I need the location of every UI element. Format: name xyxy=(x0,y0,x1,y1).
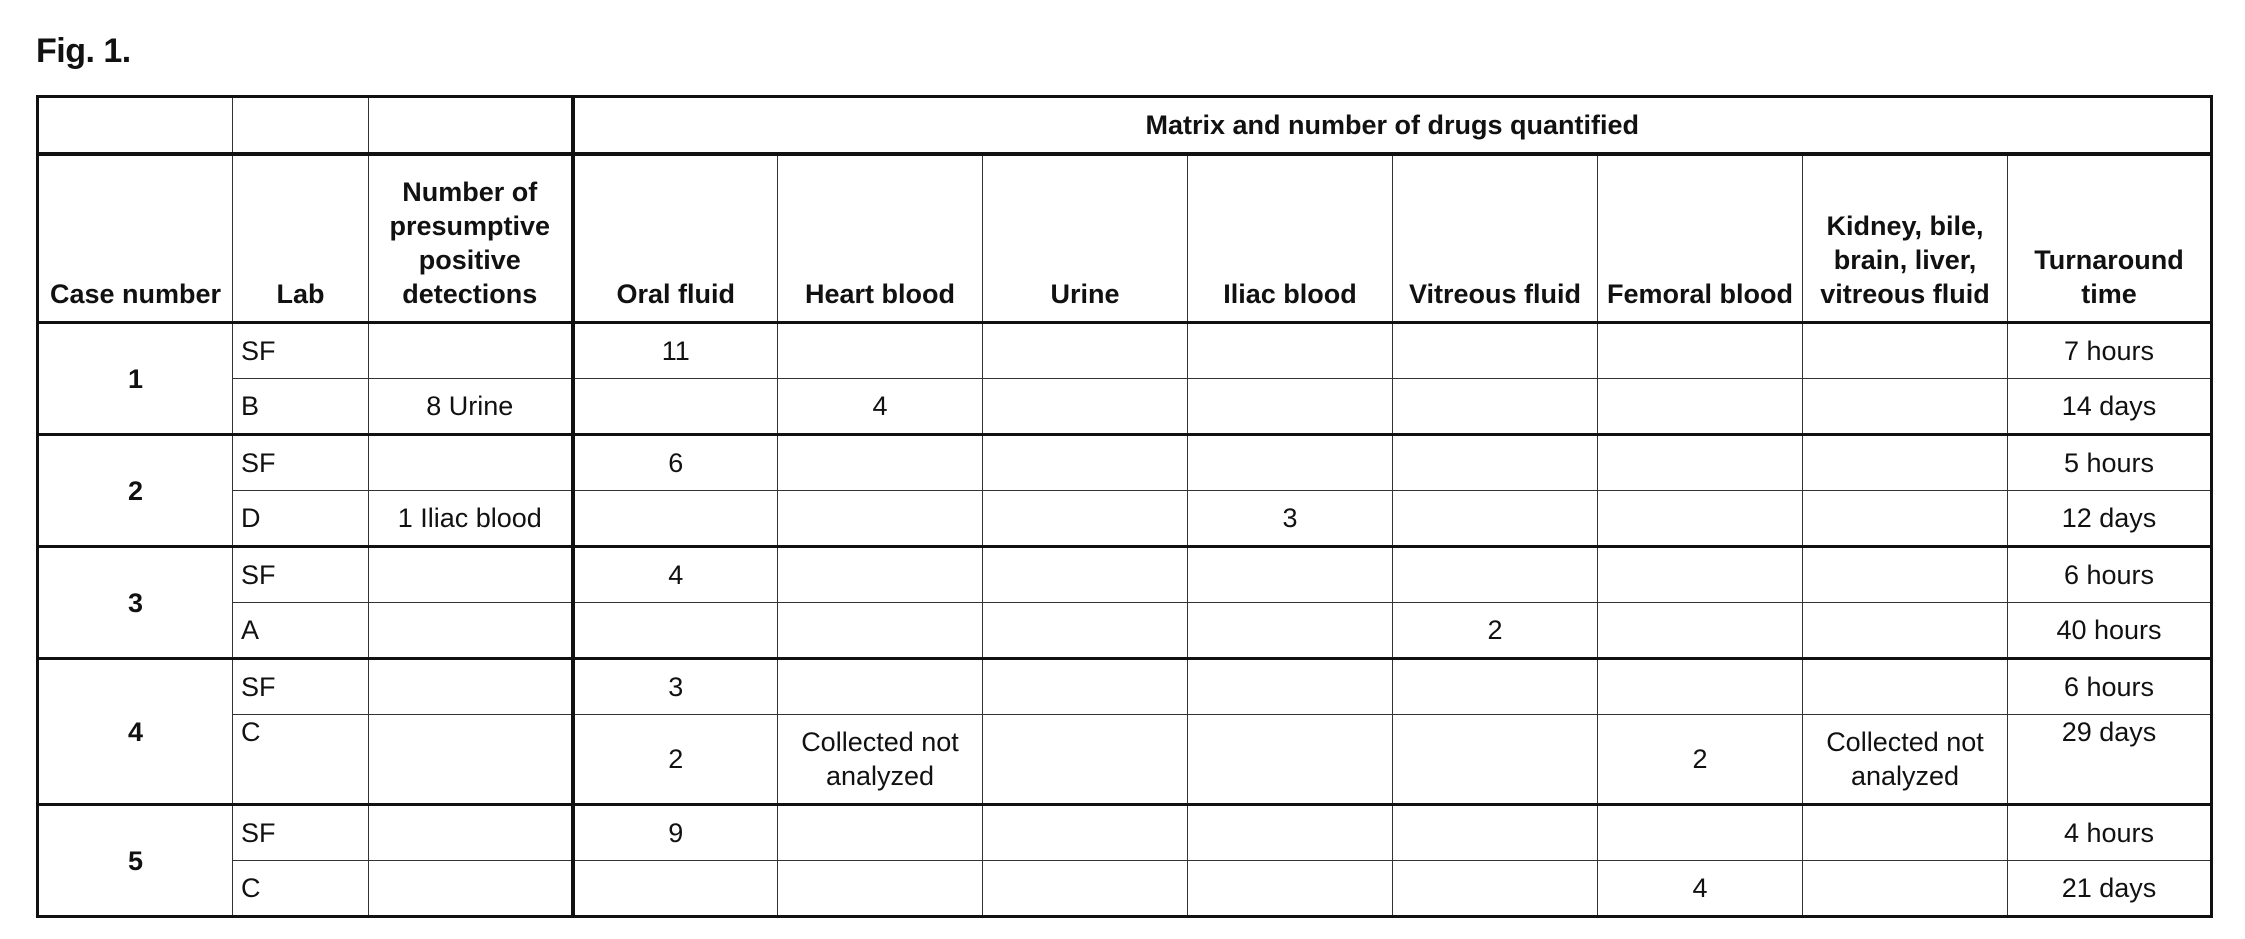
heart-blood-cell xyxy=(778,435,983,491)
urine-cell xyxy=(983,379,1188,435)
col-header-iliac-blood: Iliac blood xyxy=(1188,154,1393,323)
col-header-oral-fluid: Oral fluid xyxy=(573,154,778,323)
urine-cell xyxy=(983,323,1188,379)
heart-blood-cell xyxy=(778,861,983,917)
kidney-cell xyxy=(1803,805,2008,861)
table-row xyxy=(38,805,2212,861)
iliac-blood-cell xyxy=(1188,659,1393,715)
lab-cell: C xyxy=(233,715,369,805)
turnaround-cell: 21 days xyxy=(2008,861,2212,917)
femoral-blood-cell xyxy=(1598,805,1803,861)
turnaround-cell: 7 hours xyxy=(2008,323,2212,379)
vitreous-fluid-cell xyxy=(1393,805,1598,861)
vitreous-fluid-cell xyxy=(1393,659,1598,715)
heart-blood-cell xyxy=(778,547,983,603)
kidney-cell xyxy=(1803,435,2008,491)
urine-cell xyxy=(983,861,1188,917)
iliac-blood-cell xyxy=(1188,323,1393,379)
table-row xyxy=(38,491,2212,547)
table-row xyxy=(38,379,2212,435)
vitreous-fluid-cell xyxy=(1393,435,1598,491)
femoral-blood-cell: 4 xyxy=(1598,861,1803,917)
presumptive-cell xyxy=(369,715,573,805)
turnaround-cell: 6 hours xyxy=(2008,659,2212,715)
table-row xyxy=(38,323,2212,379)
oral-fluid-cell: 4 xyxy=(573,547,778,603)
group-header-row xyxy=(38,97,2212,155)
col-header-urine: Urine xyxy=(983,154,1188,323)
table-row xyxy=(38,547,2212,603)
figure-label: Fig. 1. xyxy=(36,32,131,70)
urine-cell xyxy=(983,547,1188,603)
oral-fluid-cell: 2 xyxy=(573,715,778,805)
table-row xyxy=(38,603,2212,659)
vitreous-fluid-cell xyxy=(1393,323,1598,379)
col-header-vitreous-fluid: Vitreous fluid xyxy=(1393,154,1598,323)
oral-fluid-cell xyxy=(573,603,778,659)
iliac-blood-cell xyxy=(1188,805,1393,861)
col-header-presumptive: Number of presumptive positive detections xyxy=(369,154,573,323)
vitreous-fluid-cell xyxy=(1393,491,1598,547)
table-row xyxy=(38,435,2212,491)
heart-blood-cell xyxy=(778,659,983,715)
kidney-cell xyxy=(1803,861,2008,917)
lab-cell: A xyxy=(233,603,369,659)
kidney-cell: Collected not analyzed xyxy=(1803,715,2008,805)
oral-fluid-cell xyxy=(573,379,778,435)
femoral-blood-cell xyxy=(1598,491,1803,547)
presumptive-cell xyxy=(369,435,573,491)
case-number-cell: 4 xyxy=(38,659,233,805)
table-row xyxy=(38,715,2212,805)
kidney-cell xyxy=(1803,379,2008,435)
case-number-cell: 1 xyxy=(38,323,233,435)
col-header-heart-blood: Heart blood xyxy=(778,154,983,323)
femoral-blood-cell xyxy=(1598,603,1803,659)
presumptive-cell xyxy=(369,659,573,715)
kidney-cell xyxy=(1803,491,2008,547)
kidney-cell xyxy=(1803,659,2008,715)
iliac-blood-cell xyxy=(1188,435,1393,491)
col-header-case-number: Case number xyxy=(38,154,233,323)
femoral-blood-cell xyxy=(1598,435,1803,491)
iliac-blood-cell xyxy=(1188,547,1393,603)
heart-blood-cell: 4 xyxy=(778,379,983,435)
urine-cell xyxy=(983,491,1188,547)
turnaround-cell: 6 hours xyxy=(2008,547,2212,603)
column-header-row xyxy=(38,154,2212,323)
turnaround-cell: 12 days xyxy=(2008,491,2212,547)
iliac-blood-cell xyxy=(1188,379,1393,435)
heart-blood-cell xyxy=(778,603,983,659)
presumptive-cell xyxy=(369,861,573,917)
heart-blood-cell: Collected not analyzed xyxy=(778,715,983,805)
presumptive-cell xyxy=(369,805,573,861)
blank-header-cell xyxy=(369,97,573,155)
femoral-blood-cell xyxy=(1598,659,1803,715)
presumptive-cell: 1 Iliac blood xyxy=(369,491,573,547)
col-header-femoral-blood: Femoral blood xyxy=(1598,154,1803,323)
lab-cell: SF xyxy=(233,323,369,379)
vitreous-fluid-cell xyxy=(1393,547,1598,603)
femoral-blood-cell xyxy=(1598,323,1803,379)
presumptive-cell xyxy=(369,603,573,659)
lab-cell: C xyxy=(233,861,369,917)
heart-blood-cell xyxy=(778,491,983,547)
case-number-cell: 3 xyxy=(38,547,233,659)
heart-blood-cell xyxy=(778,805,983,861)
urine-cell xyxy=(983,715,1188,805)
vitreous-fluid-cell xyxy=(1393,861,1598,917)
oral-fluid-cell: 3 xyxy=(573,659,778,715)
oral-fluid-cell: 11 xyxy=(573,323,778,379)
presumptive-cell: 8 Urine xyxy=(369,379,573,435)
kidney-cell xyxy=(1803,547,2008,603)
blank-header-cell xyxy=(38,97,233,155)
col-header-lab: Lab xyxy=(233,154,369,323)
presumptive-cell xyxy=(369,547,573,603)
presumptive-cell xyxy=(369,323,573,379)
lab-cell: SF xyxy=(233,659,369,715)
femoral-blood-cell xyxy=(1598,379,1803,435)
vitreous-fluid-cell: 2 xyxy=(1393,603,1598,659)
kidney-cell xyxy=(1803,323,2008,379)
femoral-blood-cell: 2 xyxy=(1598,715,1803,805)
case-number-cell: 5 xyxy=(38,805,233,917)
iliac-blood-cell xyxy=(1188,603,1393,659)
iliac-blood-cell: 3 xyxy=(1188,491,1393,547)
lab-cell: D xyxy=(233,491,369,547)
turnaround-cell: 4 hours xyxy=(2008,805,2212,861)
blank-header-cell xyxy=(233,97,369,155)
kidney-cell xyxy=(1803,603,2008,659)
lab-cell: SF xyxy=(233,547,369,603)
femoral-blood-cell xyxy=(1598,547,1803,603)
turnaround-cell: 40 hours xyxy=(2008,603,2212,659)
vitreous-fluid-cell xyxy=(1393,379,1598,435)
oral-fluid-cell: 9 xyxy=(573,805,778,861)
oral-fluid-cell xyxy=(573,861,778,917)
table-row xyxy=(38,659,2212,715)
lab-cell: B xyxy=(233,379,369,435)
col-header-kidney-bile-brain-liver: Kidney, bile, brain, liver, vitreous fluid xyxy=(1803,154,2008,323)
urine-cell xyxy=(983,805,1188,861)
drug-quantification-table xyxy=(36,95,2213,918)
urine-cell xyxy=(983,659,1188,715)
urine-cell xyxy=(983,603,1188,659)
oral-fluid-cell xyxy=(573,491,778,547)
turnaround-cell: 5 hours xyxy=(2008,435,2212,491)
lab-cell: SF xyxy=(233,805,369,861)
urine-cell xyxy=(983,435,1188,491)
vitreous-fluid-cell xyxy=(1393,715,1598,805)
iliac-blood-cell xyxy=(1188,715,1393,805)
col-header-turnaround-time: Turnaround time xyxy=(2008,154,2212,323)
heart-blood-cell xyxy=(778,323,983,379)
table-row xyxy=(38,861,2212,917)
turnaround-cell: 29 days xyxy=(2008,715,2212,805)
oral-fluid-cell: 6 xyxy=(573,435,778,491)
group-header: Matrix and number of drugs quantified xyxy=(573,97,2212,155)
turnaround-cell: 14 days xyxy=(2008,379,2212,435)
iliac-blood-cell xyxy=(1188,861,1393,917)
lab-cell: SF xyxy=(233,435,369,491)
case-number-cell: 2 xyxy=(38,435,233,547)
